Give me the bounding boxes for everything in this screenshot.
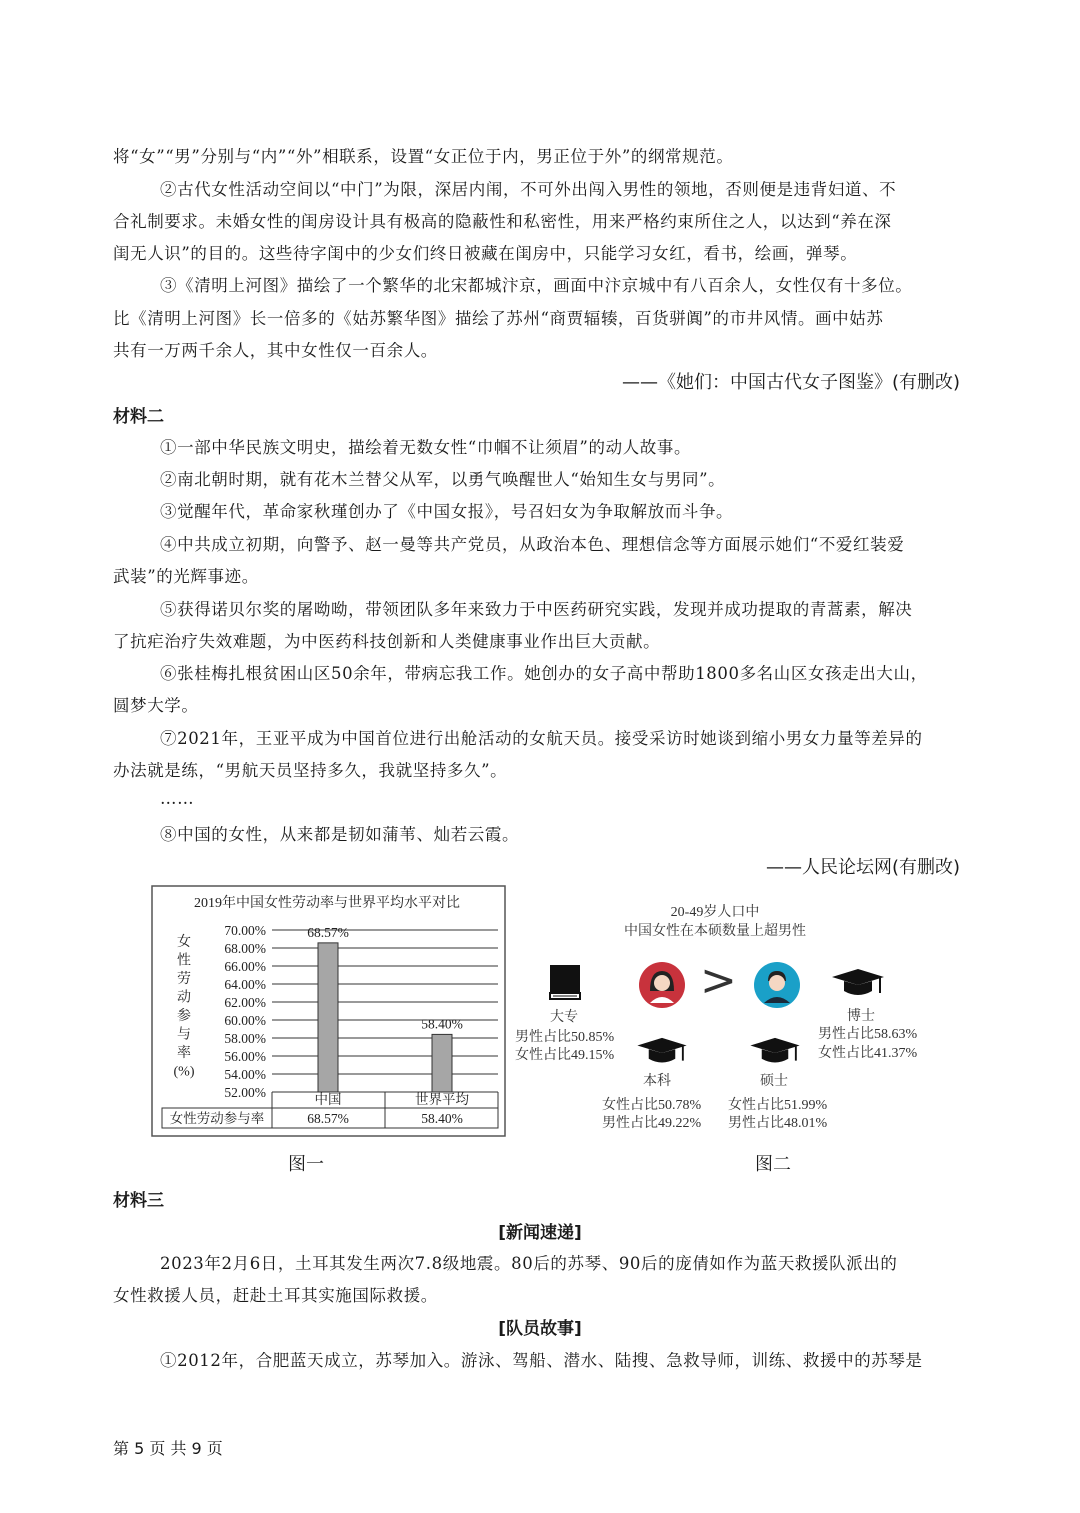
infographic-title-line1: 20-49岁人口中 <box>670 905 760 920</box>
male-avatar-icon <box>753 961 801 1009</box>
graduation-cap-icon <box>634 1036 690 1072</box>
section-header: 材料二 <box>113 407 164 427</box>
y-axis-label-char: 与 <box>177 1027 191 1043</box>
benke-stat: 女性占比50.78% <box>602 1098 702 1113</box>
text-line: 将“女”“男”分别与“内”“外”相联系，设置“女正位于内，男正位于外”的纲常规范。 <box>113 147 734 166</box>
y-tick-label: 58.00% <box>224 1031 266 1046</box>
y-axis-label-char: 女 <box>177 935 191 950</box>
y-axis-label-char: 性 <box>177 953 191 969</box>
y-axis-label-char: 劳 <box>177 972 191 987</box>
table-row-label: 女性劳动参与率 <box>169 1111 265 1126</box>
list-item: ⑦2021年，王亚平成为中国首位进行出舱活动的女航天员。接受采访时她谈到缩小男女力量等差异的 <box>160 729 923 748</box>
text-line: 闺无人识”的目的。这些待字闺中的少女们终日被藏在闺房中，只能学习女红，看书，绘画，弹琴。 <box>113 244 858 263</box>
y-tick-label: 54.00% <box>224 1067 266 1082</box>
y-axis-label-char: (%) <box>173 1064 195 1080</box>
subsection-title: [新闻速递] <box>498 1223 582 1243</box>
x-category-label: 中国 <box>314 1092 342 1107</box>
text-line: 女性救援人员，赶赴土耳其实施国际救援。 <box>113 1286 438 1305</box>
text-line: 圆梦大学。 <box>113 696 199 715</box>
source-citation: ——人民论坛网(有删改) <box>765 857 960 878</box>
benke-stat: 男性占比49.22% <box>602 1116 702 1131</box>
table-value: 58.40% <box>421 1111 463 1126</box>
boshi-label: 博士 <box>847 1009 875 1024</box>
text-line: 武装”的光辉事迹。 <box>113 567 259 586</box>
y-tick-label: 66.00% <box>224 959 266 974</box>
bar-value-label: 58.40% <box>421 1016 463 1032</box>
text-line: 比《清明上河图》长一倍多的《姑苏繁华图》描绘了苏州“商贾辐辏，百货骈阗”的市井风情。画中姑苏 <box>113 309 884 328</box>
list-item: ⑧中国的女性，从来都是韧如蒲苇、灿若云霞。 <box>160 825 520 844</box>
page-number: 第 5 页 共 9 页 <box>113 1439 223 1458</box>
labor-rate-chart <box>150 884 508 1140</box>
bar <box>432 1034 452 1092</box>
text-line: 共有一万两千余人，其中女性仅一百余人。 <box>113 341 438 360</box>
bar <box>318 943 338 1092</box>
subsection-title: [队员故事] <box>498 1319 582 1339</box>
text-line: 了抗疟治疗失效难题，为中医药科技创新和人类健康事业作出巨大贡献。 <box>113 632 661 651</box>
ellipsis: …… <box>160 789 195 808</box>
y-tick-label: 62.00% <box>224 995 266 1010</box>
source-citation: ——《她们：中国古代女子图鉴》(有删改) <box>621 372 960 393</box>
list-item: ⑥张桂梅扎根贫困山区50余年，带病忘我工作。她创办的女子高中帮助1800多名山区女孩走出大山， <box>160 664 928 683</box>
figure-caption: 图一 <box>288 1154 324 1175</box>
y-axis-label-char: 参 <box>177 1009 191 1024</box>
greater-than-sign: > <box>700 955 737 1006</box>
list-item: ①一部中华民族文明史，描绘着无数女性“巾帼不让须眉”的动人故事。 <box>160 438 692 457</box>
boshi-stat: 男性占比58.63% <box>818 1027 918 1042</box>
text-line: ②古代女性活动空间以“中门”为限，深居内闱，不可外出闯入男性的领地，否则便是违背妇道、不 <box>160 180 897 199</box>
x-category-label: 世界平均 <box>415 1092 469 1107</box>
y-axis-label-char: 动 <box>177 990 191 1006</box>
y-tick-label: 68.00% <box>224 941 266 956</box>
text-line: 2023年2月6日，土耳其发生两次7.8级地震。80后的苏琴、90后的庞倩如作为蓝天救援队派出的 <box>160 1254 898 1273</box>
y-tick-label: 52.00% <box>224 1085 266 1100</box>
female-avatar-icon <box>638 961 686 1009</box>
shuoshi-stat: 女性占比51.99% <box>728 1098 828 1113</box>
dazhuan-label: 大专 <box>550 1010 578 1025</box>
shuoshi-stat: 男性占比48.01% <box>728 1116 828 1131</box>
dazhuan-stat: 女性占比49.15% <box>515 1048 615 1063</box>
y-tick-label: 64.00% <box>224 977 266 992</box>
text-line: 合礼制要求。未婚女性的闺房设计具有极高的隐蔽性和私密性，用来严格约束所住之人，以达到“养在深 <box>113 212 892 231</box>
list-item: ③觉醒年代，革命家秋瑾创办了《中国女报》，号召妇女为争取解放而斗争。 <box>160 502 734 521</box>
list-item: ⑤获得诺贝尔奖的屠呦呦，带领团队多年来致力于中医药研究实践，发现并成功提取的青蒿素，解决 <box>160 600 913 619</box>
shuoshi-label: 硕士 <box>760 1074 788 1089</box>
dazhuan-stat: 男性占比50.85% <box>515 1030 615 1045</box>
boshi-stat: 女性占比41.37% <box>818 1046 918 1061</box>
y-tick-label: 70.00% <box>224 923 266 938</box>
y-tick-label: 60.00% <box>224 1013 266 1028</box>
infographic-title-line2: 中国女性在本硕数量上超男性 <box>624 924 806 939</box>
graduation-cap-icon <box>747 1036 803 1072</box>
text-line: ①2012年，合肥蓝天成立，苏琴加入。游泳、驾船、潜水、陆搜、急救导师，训练、救援中的苏琴是 <box>160 1351 923 1370</box>
y-axis-label-char: 率 <box>177 1046 191 1061</box>
chart-title: 2019年中国女性劳动率与世界平均水平对比 <box>194 896 460 911</box>
table-value: 68.57% <box>307 1111 349 1126</box>
y-tick-label: 56.00% <box>224 1049 266 1064</box>
bar-value-label: 68.57% <box>307 924 349 940</box>
list-item: ②南北朝时期，就有花木兰替父从军，以勇气唤醒世人“始知生女与男同”。 <box>160 470 726 489</box>
education-infographic <box>510 895 940 1135</box>
graduation-cap-icon <box>830 967 886 1005</box>
book-icon <box>547 963 585 1003</box>
benke-label: 本科 <box>643 1074 671 1089</box>
section-header: 材料三 <box>113 1191 164 1211</box>
text-line: 办法就是练，“男航天员坚持多久，我就坚持多久”。 <box>113 761 508 780</box>
list-item: ④中共成立初期，向警予、赵一曼等共产党员，从政治本色、理想信念等方面展示她们“不爱红装爱 <box>160 535 905 554</box>
text-line: ③《清明上河图》描绘了一个繁华的北宋都城汴京，画面中汴京城中有八百余人，女性仅有十多位。 <box>160 276 913 295</box>
figure-caption: 图二 <box>755 1154 791 1175</box>
